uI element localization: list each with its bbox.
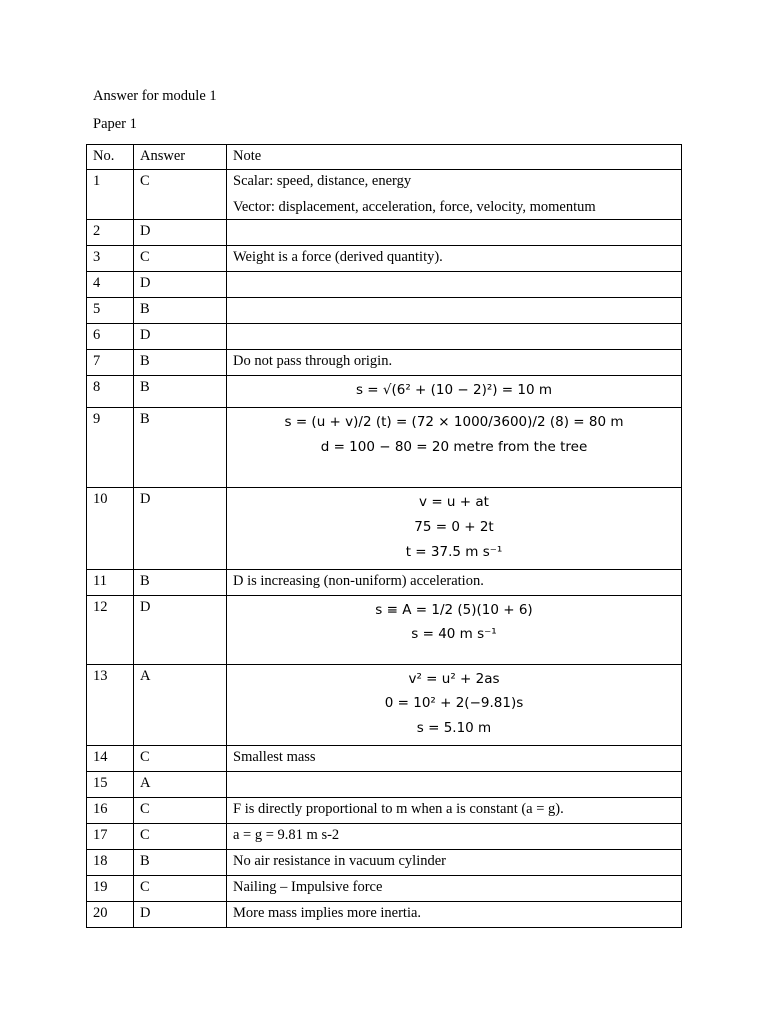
cell-answer: A [134, 664, 227, 746]
cell-note [227, 272, 682, 298]
cell-answer: D [134, 324, 227, 350]
note-text: Nailing – Impulsive force [233, 879, 383, 896]
cell-note-math [227, 487, 682, 569]
cell-note-math [227, 376, 682, 408]
table-row [87, 595, 682, 664]
note-text: Weight is a force (derived quantity). [233, 249, 443, 265]
cell-no: 9 [87, 407, 134, 487]
cell-no: 7 [87, 350, 134, 376]
cell-answer: C [134, 824, 227, 850]
table-row [87, 664, 682, 746]
cell-answer: B [134, 407, 227, 487]
table-row [87, 298, 682, 324]
equation-line: s = √(6² + (10 − 2)²) = 10 m [355, 382, 553, 398]
cell-note [227, 850, 682, 876]
table-row [87, 746, 682, 772]
note-text: Do not pass through origin. [233, 353, 393, 369]
cell-answer: D [134, 272, 227, 298]
table-row [87, 220, 682, 246]
table-row [87, 902, 682, 928]
cell-answer: C [134, 246, 227, 272]
cell-no: 19 [87, 876, 134, 902]
cell-no: 12 [87, 595, 134, 664]
note-text: More mass implies more inertia. [233, 905, 422, 922]
cell-note [227, 220, 682, 246]
table-row [87, 407, 682, 487]
note-text: D is increasing (non-uniform) acceleration. [233, 572, 484, 589]
cell-note [227, 246, 682, 272]
table-row [87, 376, 682, 408]
cell-answer: C [134, 170, 227, 220]
table-header-row [87, 145, 682, 170]
cell-no: 20 [87, 902, 134, 928]
cell-no: 4 [87, 272, 134, 298]
equation-line: v² = u² + 2as [408, 670, 500, 687]
cell-note-math [227, 407, 682, 487]
table-row [87, 272, 682, 298]
cell-answer: D [134, 902, 227, 928]
cell-note [227, 350, 682, 376]
cell-no: 14 [87, 746, 134, 772]
cell-note [227, 170, 682, 220]
table-row [87, 824, 682, 850]
cell-no: 1 [87, 170, 134, 220]
cell-answer: D [134, 220, 227, 246]
cell-no: 3 [87, 246, 134, 272]
cell-no: 13 [87, 664, 134, 746]
table-row [87, 170, 682, 220]
table-row [87, 876, 682, 902]
equation-line: v = u + at [419, 493, 489, 510]
cell-note [227, 746, 682, 772]
cell-note-math [227, 595, 682, 664]
document-title: Answer for module 1 [93, 88, 217, 104]
equation-line: s = 5.10 m [416, 720, 492, 737]
cell-note [227, 298, 682, 324]
cell-no: 5 [87, 298, 134, 324]
table-row [87, 350, 682, 376]
equation-line: s = 40 m s⁻¹ [411, 626, 497, 643]
cell-answer: A [134, 772, 227, 798]
note-text: No air resistance in vacuum cylinder [233, 853, 446, 870]
cell-answer: B [134, 850, 227, 876]
cell-note [227, 902, 682, 928]
cell-answer: B [134, 569, 227, 595]
cell-note [227, 876, 682, 902]
cell-answer: D [134, 487, 227, 569]
cell-note [227, 824, 682, 850]
header-note: Note [227, 145, 682, 170]
equation-line: s = (u + v)/2 (t) = (72 × 1000/3600)/2 (8) = 80 m [284, 413, 624, 430]
cell-no: 6 [87, 324, 134, 350]
cell-answer: C [134, 746, 227, 772]
note-text: Vector: displacement, acceleration, force, velocity, momentum [233, 199, 596, 216]
cell-no: 16 [87, 798, 134, 824]
cell-note [227, 569, 682, 595]
equation-line: d = 100 − 80 = 20 metre from the tree [320, 438, 588, 455]
cell-no: 2 [87, 220, 134, 246]
header-answer: Answer [134, 145, 227, 170]
table-row [87, 324, 682, 350]
equation-line: t = 37.5 m s⁻¹ [405, 543, 503, 560]
cell-answer: C [134, 876, 227, 902]
cell-no: 10 [87, 487, 134, 569]
cell-no: 15 [87, 772, 134, 798]
answer-table [86, 144, 682, 928]
cell-answer: C [134, 798, 227, 824]
equation-line: 0 = 10² + 2(−9.81)s [384, 695, 524, 712]
equation-line: s ≡ A = 1/2 (5)(10 + 6) [375, 601, 533, 618]
cell-answer: D [134, 595, 227, 664]
note-text: Scalar: speed, distance, energy [233, 173, 412, 189]
cell-no: 18 [87, 850, 134, 876]
paper-label: Paper 1 [93, 116, 137, 132]
cell-note [227, 324, 682, 350]
table-row [87, 772, 682, 798]
table-row [87, 798, 682, 824]
table-row [87, 487, 682, 569]
equation-line: 75 = 0 + 2t [414, 518, 494, 535]
cell-answer: B [134, 376, 227, 408]
cell-no: 11 [87, 569, 134, 595]
cell-no: 17 [87, 824, 134, 850]
table-row [87, 569, 682, 595]
cell-answer: B [134, 298, 227, 324]
cell-answer: B [134, 350, 227, 376]
note-text: Smallest mass [233, 749, 316, 766]
cell-note [227, 798, 682, 824]
note-text: a = g = 9.81 m s-2 [233, 827, 340, 844]
table-row [87, 246, 682, 272]
note-text: F is directly proportional to m when a is constant (a = g). [233, 801, 564, 818]
header-no: No. [87, 145, 134, 170]
table-row [87, 850, 682, 876]
cell-note [227, 772, 682, 798]
cell-note-math [227, 664, 682, 746]
cell-no: 8 [87, 376, 134, 408]
